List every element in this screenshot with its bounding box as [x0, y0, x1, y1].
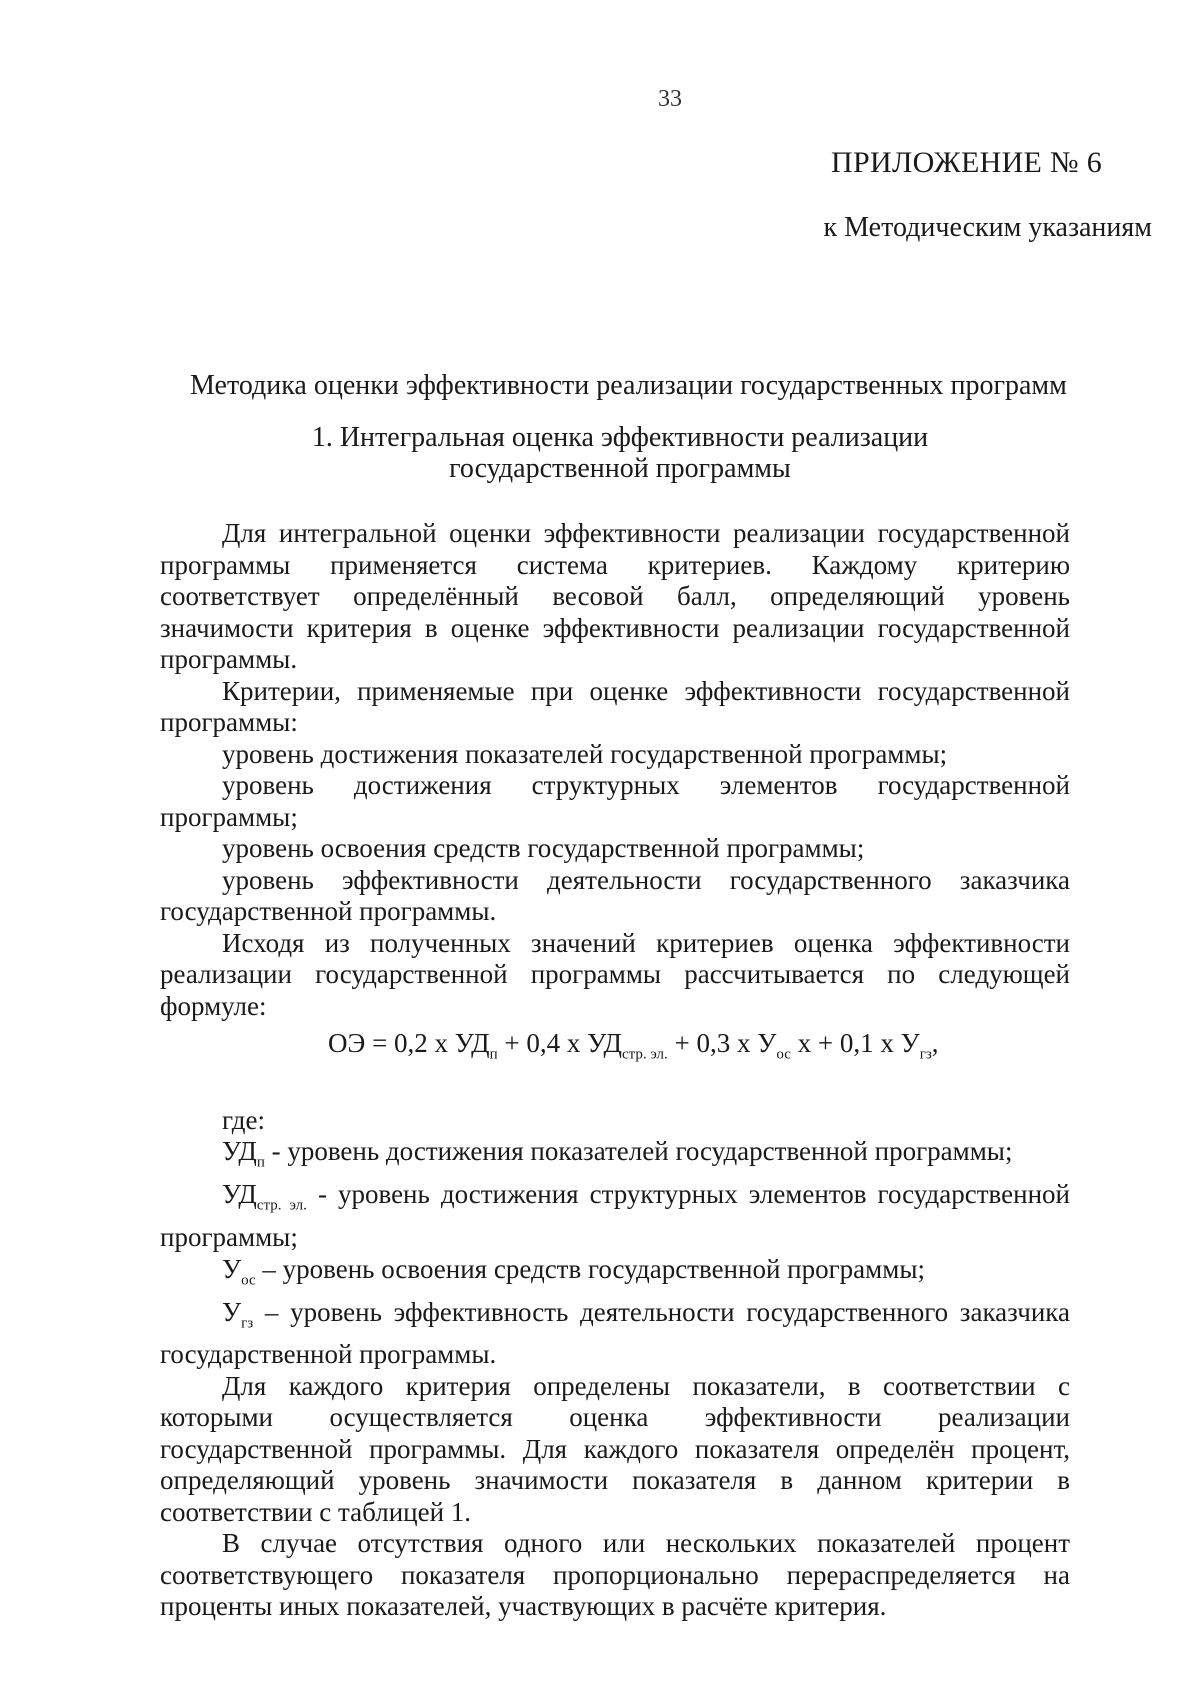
definition-symbol: УД — [222, 1136, 257, 1167]
indicators-paragraph: Для каждого критерия определены показатели, в соответствии с которыми осуществляется оценка эффективности реализации государственной программы. Для каждого показателя определён процент, определяющий уровень значимости показателя в данном критерии в соответствии с таблицей 1. — [160, 1370, 1070, 1527]
definition-symbol: У — [222, 1253, 242, 1284]
formula-subscript: гз — [919, 1046, 932, 1063]
definition-symbol: У — [222, 1296, 242, 1327]
formula-part: + 0,3 x У — [667, 1028, 777, 1058]
appendix-subtitle: к Методическим указаниям — [823, 212, 1152, 243]
definition-symbol: УД — [222, 1179, 257, 1210]
where-label: где: — [222, 1104, 265, 1135]
definition-item — [160, 1179, 1070, 1253]
criteria-intro-paragraph: Критерии, применяемые при оценке эффективности государственной программы: — [160, 675, 1070, 737]
formula-part: + 0,4 x УД — [497, 1028, 622, 1058]
section-heading-line2: государственной программы — [449, 453, 791, 484]
page-number: 33 — [658, 86, 682, 112]
section-heading — [160, 422, 1080, 484]
definition-text: – уровень эффективность деятельности государственного заказчика государственной программы. — [160, 1296, 1070, 1370]
formula-subscript: стр. эл. — [621, 1046, 668, 1063]
formula-part: , — [931, 1028, 939, 1058]
formula-part: ОЭ = 0,2 x УД — [328, 1028, 490, 1058]
redistribution-paragraph: В случае отсутствия одного или нескольких показателей процент соответствующего показателя пропорционально перераспределяется на проценты иных показателей, участвующих в расчёте критерия. — [160, 1528, 1070, 1622]
definition-text: - уровень достижения структурных элементов государственной программы; — [160, 1179, 1070, 1253]
formula-subscript: ос — [776, 1046, 791, 1063]
efficiency-formula — [160, 1028, 1070, 1071]
definition-text: – уровень освоения средств государственной программы; — [255, 1253, 925, 1284]
criterion-item: уровень достижения структурных элементов государственной программы; — [160, 770, 1070, 832]
definition-item — [160, 1297, 1070, 1371]
definition-item — [160, 1254, 1070, 1297]
intro-paragraph: Для интегральной оценки эффективности реализации государственной программы применяется система критериев. Каждому критерию соответствует определённый весовой балл, определяющий уровень значимости критерия в оценке эффективности реализации государственной программы. — [160, 518, 1070, 674]
section-heading-line1: 1. Интегральная оценка эффективности реализации — [311, 422, 929, 453]
definition-subscript: ос — [241, 1272, 256, 1289]
criterion-item: уровень освоения средств государственной программы; — [222, 833, 865, 863]
formula-intro-paragraph: Исходя из полученных значений критериев оценка эффективности реализации государственной программы рассчитывается по следующей формуле: — [160, 927, 1070, 1021]
definition-item — [160, 1136, 1070, 1179]
definition-subscript: п — [256, 1154, 265, 1171]
appendix-title: ПРИЛОЖЕНИЕ № 6 — [831, 146, 1102, 179]
criterion-item: уровень достижения показателей государственной программы; — [222, 738, 948, 769]
document-body — [160, 518, 1070, 1623]
definition-subscript: гз — [241, 1314, 254, 1331]
definition-subscript: стр. эл. — [256, 1197, 307, 1214]
criterion-item: уровень эффективности деятельности государственного заказчика государственной программы. — [160, 864, 1070, 926]
formula-part: x + 0,1 x У — [790, 1028, 920, 1058]
formula-subscript: п — [489, 1046, 498, 1063]
definition-text: - уровень достижения показателей государственной программы; — [264, 1136, 1013, 1167]
document-title: Методика оценки эффективности реализации государственных программ — [190, 370, 1067, 401]
